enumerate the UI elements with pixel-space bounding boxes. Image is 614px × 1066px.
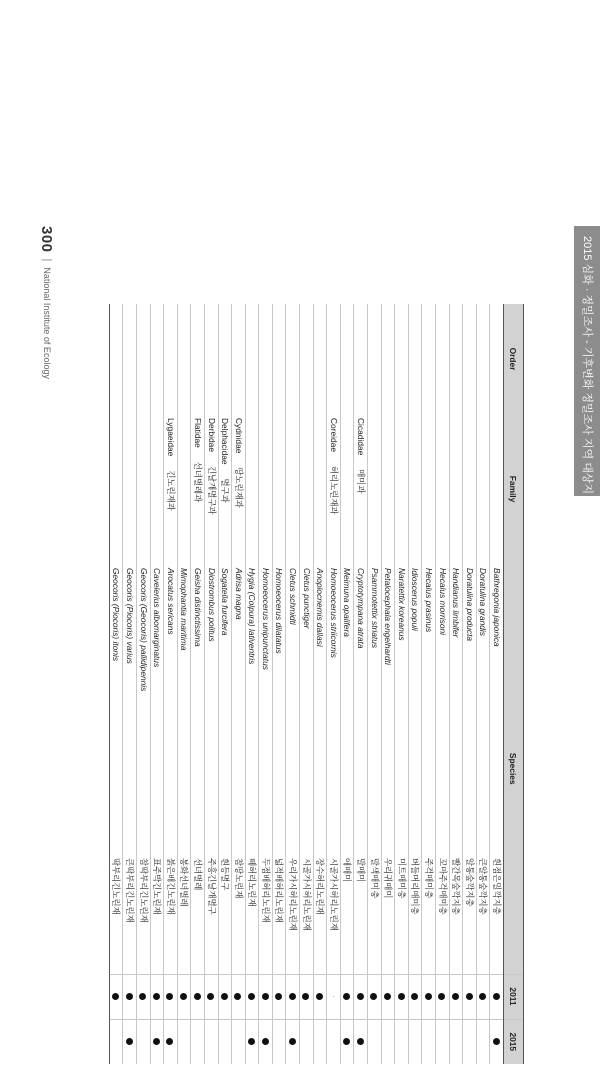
order-cell [476, 304, 490, 414]
order-cell [490, 304, 504, 414]
presence-2011-cell [476, 974, 490, 1019]
family-cell [327, 414, 341, 564]
table-row [164, 304, 178, 1064]
family-cell [354, 414, 368, 564]
species-cell: Anoplocnemis dallasi [313, 564, 327, 854]
table-row [368, 304, 382, 1064]
presence-dot-icon [112, 993, 119, 1000]
korean-name-cell: 버들머리매미충 [408, 854, 422, 974]
page-number: 300 [38, 226, 56, 253]
table-row [272, 304, 286, 1064]
korean-name-cell: 말매미 [354, 854, 368, 974]
presence-dot-icon [479, 993, 486, 1000]
presence-2011-cell [123, 974, 137, 1019]
presence-dot-icon [370, 993, 377, 1000]
order-cell [313, 304, 327, 414]
table-row [436, 304, 450, 1064]
korean-name-cell: 빨간목숲깍지충 [449, 854, 463, 974]
family-cell [109, 414, 123, 564]
presence-dot-icon [166, 993, 173, 1000]
presence-2011-cell [164, 974, 178, 1019]
table-row [408, 304, 422, 1064]
order-cell [164, 304, 178, 414]
table-row [340, 304, 354, 1064]
header-species: Species [504, 564, 524, 974]
presence-dot-icon [207, 993, 214, 1000]
order-cell [177, 304, 191, 414]
korean-name-cell: 두점배허리노린재 [259, 854, 273, 974]
presence-2011-cell [395, 974, 409, 1019]
korean-name-cell: 선녀벌레 [191, 854, 205, 974]
species-cell: Handianus limbifer [449, 564, 463, 854]
presence-2015-cell [449, 1019, 463, 1064]
family-latin: Flatidae [192, 418, 203, 448]
order-cell [368, 304, 382, 414]
order-cell [449, 304, 463, 414]
family-cell [123, 414, 137, 564]
table-row [354, 304, 368, 1064]
family-korean: 긴노린재과 [165, 470, 176, 511]
korean-name-cell: 참땅노린재 [232, 854, 246, 974]
species-cell: Geocoris (Piocoris) varius [123, 564, 137, 854]
table-row [123, 304, 137, 1064]
presence-2011-cell [286, 974, 300, 1019]
presence-2011-cell [150, 974, 164, 1019]
order-cell [204, 304, 218, 414]
presence-2015-cell [490, 1019, 504, 1064]
presence-dot-icon [316, 993, 323, 1000]
presence-2015-cell [164, 1019, 178, 1064]
page-separator: | [41, 258, 53, 262]
species-cell: Sogatella furcifera [218, 564, 232, 854]
family-cell [368, 414, 382, 564]
korean-name-cell: 말색매미충 [368, 854, 382, 974]
order-cell [245, 304, 259, 414]
presence-dot-icon [126, 1038, 133, 1045]
presence-dot-icon [493, 1038, 500, 1045]
family-cell [232, 414, 246, 564]
presence-2015-cell [245, 1019, 259, 1064]
table-row [490, 304, 504, 1064]
family-cell [381, 414, 395, 564]
species-table [109, 304, 524, 1064]
presence-2011-cell [191, 974, 205, 1019]
family-korean: 허리노린재과 [328, 465, 339, 515]
species-cell: Cavelerius albomarginatus [150, 564, 164, 854]
order-cell [300, 304, 314, 414]
family-cell [395, 414, 409, 564]
order-cell [259, 304, 273, 414]
species-cell: Bathregonia japonica [490, 564, 504, 854]
order-cell [408, 304, 422, 414]
presence-2011-cell [368, 974, 382, 1019]
family-cell [272, 414, 286, 564]
korean-name-cell: 참딱부리긴노린재 [136, 854, 150, 974]
family-latin: Cydnidae [233, 418, 244, 454]
presence-2011-cell [449, 974, 463, 1019]
family-cell [164, 414, 178, 564]
presence-dot-icon [234, 993, 241, 1000]
korean-name-cell: 시골가시허리노린재 [300, 854, 314, 974]
korean-name-cell: 시골가시허리노린재 [327, 854, 341, 974]
presence-2015-cell [177, 1019, 191, 1064]
presence-2011-cell [218, 974, 232, 1019]
order-cell [436, 304, 450, 414]
presence-2011-cell [422, 974, 436, 1019]
presence-dot-icon [289, 1038, 296, 1045]
presence-dot-icon [139, 993, 146, 1000]
presence-2015-cell [272, 1019, 286, 1064]
presence-dot-icon [357, 1038, 364, 1045]
presence-dot-icon [262, 993, 269, 1000]
presence-2015-cell [422, 1019, 436, 1064]
species-cell: Cryptotympana atrata [354, 564, 368, 854]
presence-dot-icon [493, 993, 500, 1000]
presence-dot-icon [194, 993, 201, 1000]
species-cell: Doratulina producta [463, 564, 477, 854]
order-cell [150, 304, 164, 414]
order-cell [395, 304, 409, 414]
institute-name: National Institute of Ecology [42, 267, 52, 379]
presence-2015-cell [340, 1019, 354, 1064]
family-korean: 매미과 [356, 469, 367, 494]
presence-2011-cell [136, 974, 150, 1019]
table-row [109, 304, 123, 1064]
table-row [381, 304, 395, 1064]
family-cell [449, 414, 463, 564]
rotated-page [0, 226, 614, 1066]
presence-2011-cell [436, 974, 450, 1019]
presence-2015-cell [436, 1019, 450, 1064]
family-cell [245, 414, 259, 564]
presence-2011-cell [381, 974, 395, 1019]
presence-2015-cell [313, 1019, 327, 1064]
family-cell [218, 414, 232, 564]
header-2011: 2011 [504, 974, 524, 1019]
presence-dot-icon [425, 993, 432, 1000]
family-korean: 땅노린재과 [233, 467, 244, 508]
species-cell: Arocatus sericans [164, 564, 178, 854]
order-cell [136, 304, 150, 414]
family-cell [463, 414, 477, 564]
species-cell: Hygia (Colpura) lativentris [245, 564, 259, 854]
presence-dot-icon [275, 993, 282, 1000]
presence-2015-cell [463, 1019, 477, 1064]
korean-name-cell: 붉은배긴노린재 [164, 854, 178, 974]
family-latin: Derbidae [206, 418, 217, 452]
species-cell: Adrisa magna [232, 564, 246, 854]
family-cell [259, 414, 273, 564]
family-cell [313, 414, 327, 564]
presence-2011-cell [245, 974, 259, 1019]
table-row [191, 304, 205, 1064]
order-cell [191, 304, 205, 414]
order-cell [272, 304, 286, 414]
family-latin: Cicadidae [356, 418, 367, 456]
species-cell: Geocoris (Piocoris) itonis [109, 564, 123, 854]
header-2015: 2015 [504, 1019, 524, 1064]
presence-dot-icon [153, 1038, 160, 1045]
presence-2015-cell [354, 1019, 368, 1064]
family-cell [150, 414, 164, 564]
order-cell [381, 304, 395, 414]
table-header-row [504, 304, 524, 1064]
presence-dot-icon [221, 993, 228, 1000]
table-row [463, 304, 477, 1064]
presence-dot-icon [343, 1038, 350, 1045]
presence-2011-cell [490, 974, 504, 1019]
table-row [327, 304, 341, 1064]
header-order: Order [504, 304, 524, 414]
species-cell: Petalocephala engelhardti [381, 564, 395, 854]
family-cell [286, 414, 300, 564]
family-latin: Delphacidae [220, 418, 231, 465]
table-row [232, 304, 246, 1064]
family-cell [300, 414, 314, 564]
family-cell [476, 414, 490, 564]
table-row [218, 304, 232, 1064]
table-row [177, 304, 191, 1064]
family-korean: 긴날개멸구과 [206, 465, 217, 515]
presence-dot-icon [343, 993, 350, 1000]
presence-2015-cell [191, 1019, 205, 1064]
family-cell [408, 414, 422, 564]
table-row [476, 304, 490, 1064]
presence-2015-cell [204, 1019, 218, 1064]
table-row [150, 304, 164, 1064]
table-body [109, 304, 503, 1064]
korean-name-cell: 주홍긴날개멸구 [204, 854, 218, 974]
presence-2011-cell [259, 974, 273, 1019]
header-family: Family [504, 414, 524, 564]
species-cell: Cletus schmidti [286, 564, 300, 854]
family-cell [191, 414, 205, 564]
order-cell [123, 304, 137, 414]
table-row [449, 304, 463, 1064]
presence-dot-icon [466, 993, 473, 1000]
presence-2011-cell [177, 974, 191, 1019]
species-cell: Hecalus morrisoni [436, 564, 450, 854]
order-cell [340, 304, 354, 414]
family-cell [436, 414, 450, 564]
presence-dot-icon [398, 993, 405, 1000]
korean-name-cell: 알통숲깍지충 [463, 854, 477, 974]
family-cell [490, 414, 504, 564]
korean-name-cell: 딱부리긴노린재 [109, 854, 123, 974]
presence-dot-icon [180, 993, 187, 1000]
species-cell: Homoeocerus dilatatus [272, 564, 286, 854]
presence-dot-icon [357, 993, 364, 1000]
species-cell: Diostrombus politus [204, 564, 218, 854]
family-korean: 선녀벌레과 [192, 461, 203, 503]
presence-2011-cell [327, 974, 341, 1019]
presence-dot-icon [411, 993, 418, 1000]
order-cell [422, 304, 436, 414]
presence-2015-cell [327, 1019, 341, 1064]
family-cell [422, 414, 436, 564]
report-title: 2015 심화 · 정밀조사 - 기후변화 정밀조사 지역 대상지 [581, 236, 593, 495]
presence-dot-icon [289, 993, 296, 1000]
presence-2015-cell [408, 1019, 422, 1064]
korean-name-cell: 넓적배허리노린재 [272, 854, 286, 974]
family-latin: Coreidae [328, 418, 339, 452]
order-cell [354, 304, 368, 414]
presence-dot-icon [384, 993, 391, 1000]
korean-name-cell: 장수허리노린재 [313, 854, 327, 974]
korean-name-cell: 미트매미충 [395, 854, 409, 974]
table-row [395, 304, 409, 1064]
presence-2011-cell [463, 974, 477, 1019]
order-cell [327, 304, 341, 414]
korean-name-cell: 흰등멸구 [218, 854, 232, 974]
family-cell [136, 414, 150, 564]
presence-dot-icon [126, 993, 133, 1000]
table-row [245, 304, 259, 1064]
presence-mark: · [328, 995, 339, 998]
presence-2015-cell [395, 1019, 409, 1064]
presence-dot-icon [452, 993, 459, 1000]
table-row [204, 304, 218, 1064]
presence-2015-cell [368, 1019, 382, 1064]
presence-2015-cell [123, 1019, 137, 1064]
korean-name-cell: 큰알통숲깍지충 [476, 854, 490, 974]
korean-name-cell: 애매미 [340, 854, 354, 974]
order-cell [109, 304, 123, 414]
table-row [136, 304, 150, 1064]
presence-dot-icon [262, 1038, 269, 1045]
presence-2015-cell [150, 1019, 164, 1064]
presence-2011-cell [300, 974, 314, 1019]
family-latin: Lygaeidae [165, 418, 176, 457]
order-cell [218, 304, 232, 414]
presence-2011-cell [272, 974, 286, 1019]
presence-2015-cell [476, 1019, 490, 1064]
presence-2015-cell [232, 1019, 246, 1064]
species-cell: Meimuna opalifera [340, 564, 354, 854]
presence-2011-cell [313, 974, 327, 1019]
presence-2011-cell [109, 974, 123, 1019]
presence-dot-icon [166, 1038, 173, 1045]
presence-2011-cell [232, 974, 246, 1019]
presence-2015-cell [136, 1019, 150, 1064]
species-cell: Naratettix koreanus [395, 564, 409, 854]
table-row [259, 304, 273, 1064]
species-cell: Geocoris (Geocoris) pallidipennis [136, 564, 150, 854]
presence-dot-icon [302, 993, 309, 1000]
species-cell: Homoeocerus unipunctatus [259, 564, 273, 854]
presence-2011-cell [340, 974, 354, 1019]
species-cell: Idioscerus populi [408, 564, 422, 854]
table-row [300, 304, 314, 1064]
korean-name-cell: 큰딱부리긴노린재 [123, 854, 137, 974]
order-cell [286, 304, 300, 414]
species-cell: Geisha distinctissima [191, 564, 205, 854]
korean-name-cell: 떼허리노린재 [245, 854, 259, 974]
family-cell [204, 414, 218, 564]
species-cell: Mimophantia maritima [177, 564, 191, 854]
presence-2015-cell [300, 1019, 314, 1064]
family-korean: 멸구과 [220, 478, 231, 503]
korean-name-cell: 꼬마주걱매미충 [436, 854, 450, 974]
korean-name-cell: 봉화선녀벌레 [177, 854, 191, 974]
presence-dot-icon [153, 993, 160, 1000]
presence-dot-icon [248, 993, 255, 1000]
table-row [313, 304, 327, 1064]
report-title-band [574, 226, 600, 496]
table-row [422, 304, 436, 1064]
family-cell [340, 414, 354, 564]
species-cell: Psammotettix striatus [368, 564, 382, 854]
presence-dot-icon [438, 993, 445, 1000]
species-cell: Hecalus prasinus [422, 564, 436, 854]
korean-name-cell: 우리가시허리노린재 [286, 854, 300, 974]
presence-2015-cell [286, 1019, 300, 1064]
korean-name-cell: 표주박긴노린재 [150, 854, 164, 974]
korean-name-cell: 주걱매미충 [422, 854, 436, 974]
species-cell: Homoeocerus striicornis [327, 564, 341, 854]
order-cell [232, 304, 246, 414]
presence-2011-cell [354, 974, 368, 1019]
presence-2015-cell [109, 1019, 123, 1064]
presence-dot-icon [248, 1038, 255, 1045]
species-cell: Doratulina grandis [476, 564, 490, 854]
korean-name-cell: 흰점은밀깍지충 [490, 854, 504, 974]
presence-2011-cell [408, 974, 422, 1019]
presence-2015-cell [259, 1019, 273, 1064]
species-cell: Cletus punctiger [300, 564, 314, 854]
family-cell [177, 414, 191, 564]
presence-2015-cell [218, 1019, 232, 1064]
presence-2011-cell [204, 974, 218, 1019]
presence-2015-cell [381, 1019, 395, 1064]
table-row [286, 304, 300, 1064]
order-cell [463, 304, 477, 414]
korean-name-cell: 우리귀매미 [381, 854, 395, 974]
page-footer [36, 226, 58, 379]
